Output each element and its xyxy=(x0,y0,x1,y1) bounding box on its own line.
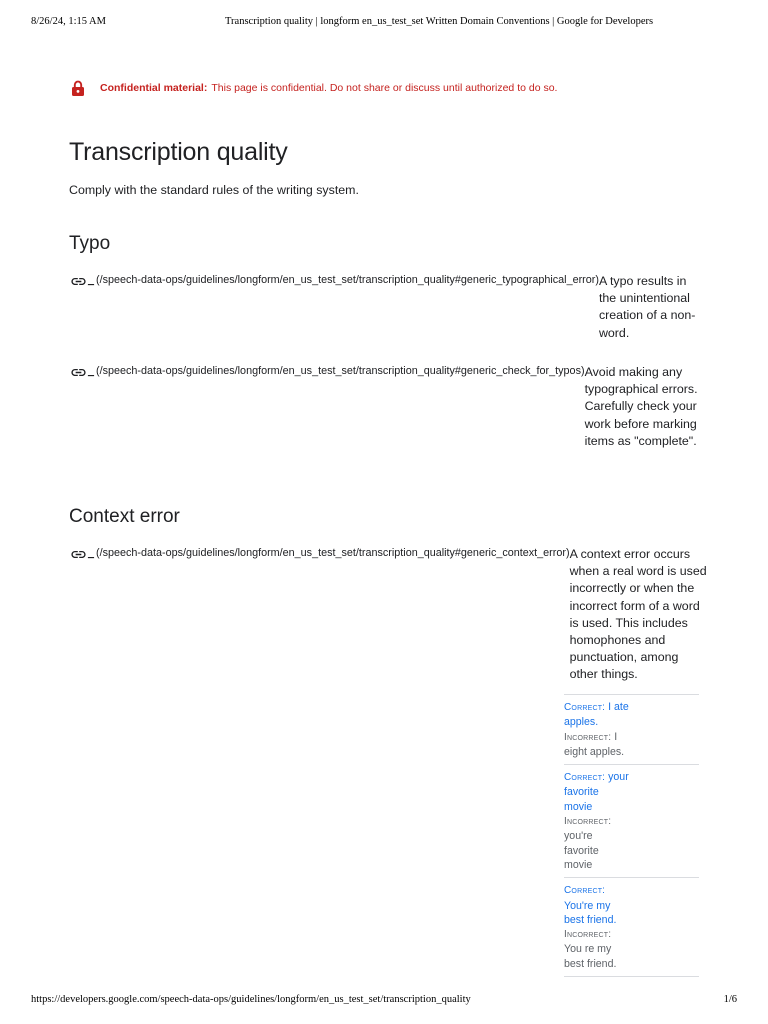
anchor-link[interactable]: _ (/speech-data-ops/guidelines/longform/en_us_test_set/transcription_quality#generic_context_error) xyxy=(88,547,570,559)
correct-example: Correct: You're my best friend. xyxy=(564,885,617,926)
print-url: https://developers.google.com/speech-data-ops/guidelines/longform/en_us_test_set/transcription_quality xyxy=(31,994,471,1005)
link-icon[interactable] xyxy=(70,546,87,563)
definition-text: Avoid making any typographical errors. Carefully check your work before marking items as "complete". xyxy=(584,365,698,448)
page-title: Transcription quality xyxy=(69,138,288,166)
definition-text: A context error occurs when a real word is used incorrectly or when the incorrect form of a word is used. This includes homophones and punctuation, among other things. xyxy=(569,547,707,682)
print-date: 8/26/24, 1:15 AM xyxy=(31,16,106,27)
confidential-label: Confidential material: xyxy=(100,82,208,94)
confidential-text: This page is confidential. Do not share or discuss until authorized to do so. xyxy=(211,82,558,94)
page-number: 1/6 xyxy=(723,994,737,1005)
section-heading-typo: Typo xyxy=(69,233,111,254)
correct-example: Correct: your favorite movie xyxy=(564,771,629,813)
anchor-link[interactable]: _ (/speech-data-ops/guidelines/longform/en_us_test_set/transcription_quality#generic_typographical_error) xyxy=(88,274,599,286)
confidential-banner xyxy=(70,80,557,96)
examples-table xyxy=(564,694,699,977)
example-row xyxy=(564,878,699,977)
definition-text: A typo results in the unintentional creation of a non- word. xyxy=(598,274,696,340)
incorrect-example: Incorrect: You re my best friend. xyxy=(564,929,617,970)
definition-context-error xyxy=(70,546,707,684)
incorrect-example: Incorrect: I eight apples. xyxy=(564,730,625,758)
definition-typographical-error xyxy=(70,273,695,342)
incorrect-example: Incorrect: you're favorite movie xyxy=(564,816,612,871)
link-icon[interactable] xyxy=(70,273,87,290)
section-heading-context-error: Context error xyxy=(69,506,180,527)
definition-check-for-typos xyxy=(70,364,698,450)
anchor-link[interactable]: _ (/speech-data-ops/guidelines/longform/en_us_test_set/transcription_quality#generic_check_for_typos) xyxy=(88,365,585,377)
lock-icon xyxy=(70,80,86,96)
intro-text: Comply with the standard rules of the writing system. xyxy=(69,183,359,197)
example-row xyxy=(564,765,699,878)
example-row xyxy=(564,695,699,765)
link-icon[interactable] xyxy=(70,364,87,381)
correct-example: Correct: I ate apples. xyxy=(564,701,629,729)
print-page-title: Transcription quality | longform en_us_test_set Written Domain Conventions | Google for Developers xyxy=(225,16,654,27)
